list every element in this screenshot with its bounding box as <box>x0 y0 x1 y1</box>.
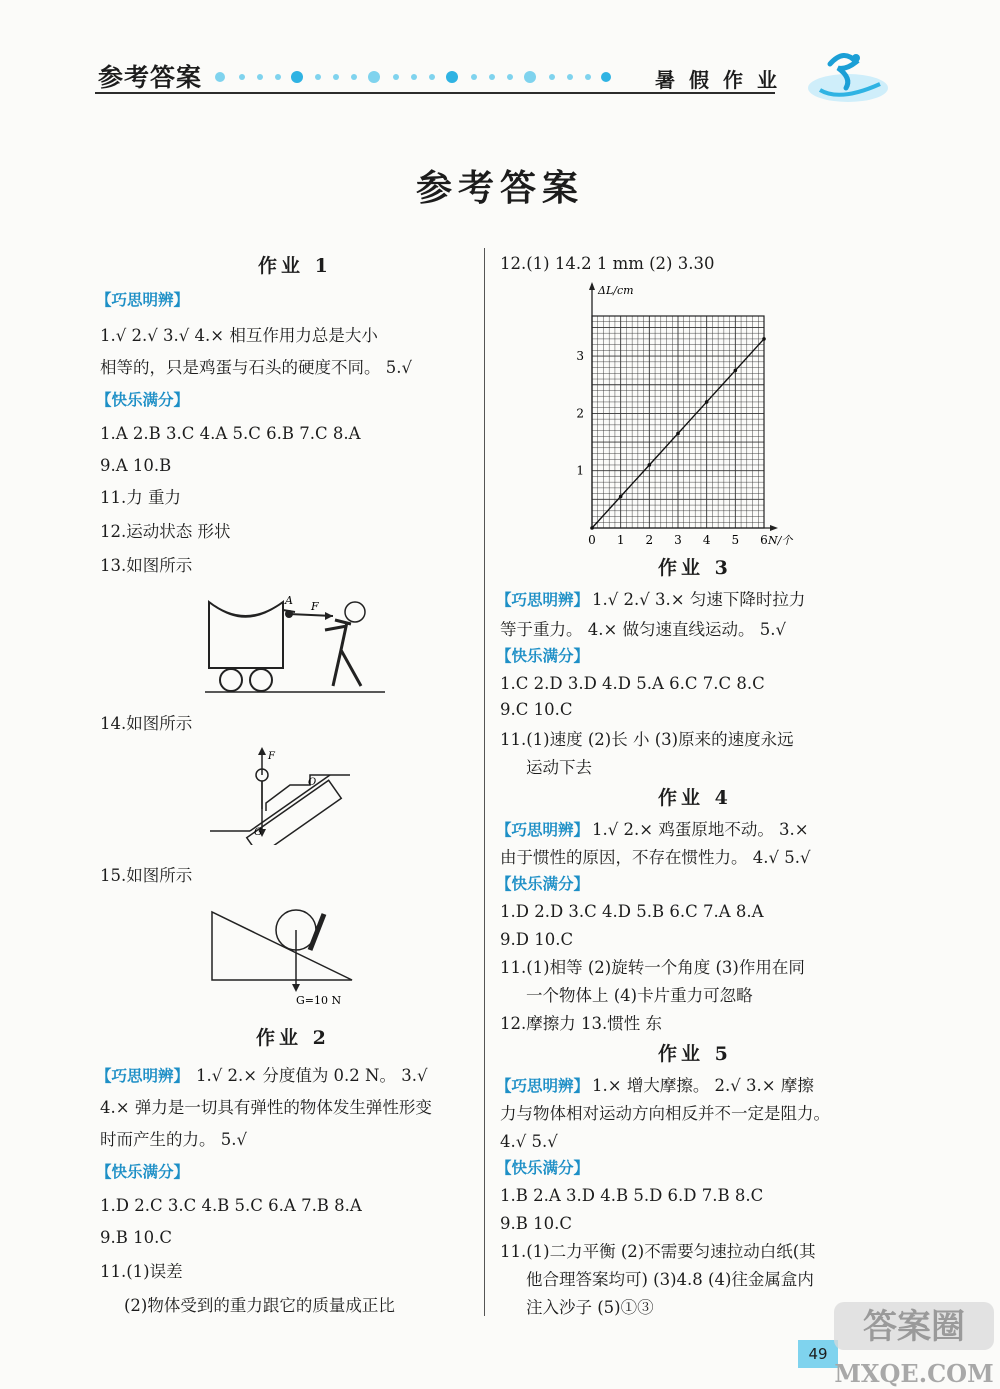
fig13-label-a: A <box>285 594 293 607</box>
tag-qiaosi-5: 【巧思明辨】 <box>496 1077 590 1095</box>
fig14-label-f: F <box>268 751 275 762</box>
answer-line: 13.如图所示 <box>100 556 193 575</box>
chart-x-tick-label: 6 <box>760 533 768 547</box>
answer-line: 相等的，只是鸡蛋与石头的硬度不同。 5.√ <box>100 358 413 377</box>
answer-line: 一个物体上 (4)卡片重力可忽略 <box>526 986 753 1005</box>
tag-kuaile-1: 【快乐满分】 <box>96 391 190 409</box>
answer-line: 由于惯性的原因，不存在惯性力。 4.√ 5.√ <box>500 848 811 867</box>
answer-line: 1.× 增大摩擦。 2.√ 3.× 摩擦 <box>592 1076 814 1095</box>
answer-line: 力与物体相对运动方向相反并不一定是阻力。 <box>500 1104 830 1123</box>
answer-line: 11.(1)速度 (2)长 小 (3)原来的速度永远 <box>500 730 794 749</box>
section-heading-3: 作业 3 <box>658 557 732 579</box>
answer-line: 15.如图所示 <box>100 866 193 885</box>
svg-text:MXQE.COM: MXQE.COM <box>834 1359 994 1388</box>
section-heading-2: 作业 2 <box>256 1027 330 1049</box>
fig14-label-o: O <box>308 777 317 788</box>
chart-point <box>676 432 680 436</box>
answer-line: 11.(1)相等 (2)旋转一个角度 (3)作用在同 <box>500 958 805 977</box>
figure-14-escalator <box>210 745 350 845</box>
answer-line: 1.A 2.B 3.C 4.A 5.C 6.B 7.C 8.A <box>100 424 361 443</box>
tag-qiaosi-2: 【巧思明辨】 <box>96 1067 190 1085</box>
header-dot-row <box>212 68 612 86</box>
header-right-title: 暑假作业 <box>655 68 791 92</box>
chart-x-tick-label: 2 <box>645 533 654 547</box>
header-logo-icon <box>800 44 890 108</box>
figure-13-cart <box>205 590 385 700</box>
page-title: 参考答案 <box>415 167 584 209</box>
column-divider <box>484 248 485 1316</box>
page-number: 49 <box>798 1340 838 1368</box>
section-heading-5: 作业 5 <box>658 1043 732 1065</box>
tag-qiaosi-4: 【巧思明辨】 <box>496 821 590 839</box>
answer-line: 他合理答案均可) (3)4.8 (4)往金属盒内 <box>526 1270 814 1289</box>
chart-x-tick-label: 1 <box>616 533 625 547</box>
chart-x-tick-label: 4 <box>702 533 711 547</box>
chart-x-arrow <box>770 525 778 531</box>
tag-kuaile-5: 【快乐满分】 <box>496 1159 590 1177</box>
watermark-logo <box>828 1300 1000 1389</box>
answer-line: 11.(1)二力平衡 (2)不需要匀速拉动白纸(其 <box>500 1242 816 1261</box>
chart-point <box>648 463 652 467</box>
tag-kuaile-4: 【快乐满分】 <box>496 875 590 893</box>
chart-x-tick-label: 0 <box>588 533 596 547</box>
answer-line: 时而产生的力。 5.√ <box>100 1130 248 1149</box>
svg-text:答案圈: 答案圈 <box>863 1307 965 1347</box>
chart-grid <box>592 316 764 528</box>
chart-y-tick-label: 1 <box>576 463 584 478</box>
answer-line: 12.(1) 14.2 1 mm (2) 3.30 <box>500 254 715 273</box>
chart-ylabel: ΔL/cm <box>598 284 634 297</box>
answer-line: 注入沙子 (5)①③ <box>526 1298 654 1317</box>
tag-kuaile-2: 【快乐满分】 <box>96 1163 190 1181</box>
chart-x-tick-label: 5 <box>731 533 740 547</box>
chart-x-tick-label: 3 <box>674 533 682 547</box>
answer-line: 1.√ 2.√ 3.× 匀速下降时拉力 <box>592 590 806 609</box>
chart-point <box>734 369 738 373</box>
answer-line: 4.× 弹力是一切具有弹性的物体发生弹性形变 <box>100 1098 432 1117</box>
answer-line: 9.A 10.B <box>100 456 172 475</box>
tag-kuaile-3: 【快乐满分】 <box>496 647 590 665</box>
answer-line: 9.B 10.C <box>500 1214 572 1233</box>
chart-y-arrow <box>589 282 595 290</box>
chart-point <box>590 526 594 530</box>
chart-y-tick-label: 2 <box>576 406 584 421</box>
answer-line: 1.C 2.D 3.D 4.D 5.A 6.C 7.C 8.C <box>500 674 765 693</box>
answer-line: 1.D 2.C 3.C 4.B 5.C 6.A 7.B 8.A <box>100 1196 362 1215</box>
delta-l-vs-n-chart <box>570 280 800 550</box>
answer-line: 9.D 10.C <box>500 930 574 949</box>
answer-line: 11.力 重力 <box>100 488 181 507</box>
answer-line: 12.摩擦力 13.惯性 东 <box>500 1014 662 1033</box>
chart-point <box>619 495 623 499</box>
tag-qiaosi-1: 【巧思明辨】 <box>96 291 190 309</box>
answer-line: 1.√ 2.√ 3.√ 4.× 相互作用力总是大小 <box>100 326 378 345</box>
header-left-title: 参考答案 <box>98 63 203 92</box>
chart-y-tick-label: 3 <box>576 349 584 364</box>
answer-line: 1.B 2.A 3.D 4.B 5.D 6.D 7.B 8.C <box>500 1186 764 1205</box>
answer-line: 9.B 10.C <box>100 1228 172 1247</box>
fig15-label-g: G=10 N <box>296 994 342 1007</box>
answer-line: 9.C 10.C <box>500 700 573 719</box>
fig14-label-g: G <box>254 827 262 838</box>
answer-line: 等于重力。 4.× 做匀速直线运动。 5.√ <box>500 620 787 639</box>
section-heading-4: 作业 4 <box>658 787 732 809</box>
header-rule <box>95 92 775 94</box>
section-heading-1: 作业 1 <box>258 255 332 277</box>
answer-line: 1.D 2.D 3.C 4.D 5.B 6.C 7.A 8.A <box>500 902 764 921</box>
answer-line: 运动下去 <box>526 758 592 777</box>
answer-line: 1.√ 2.× 鸡蛋原地不动。 3.× <box>592 820 809 839</box>
chart-point <box>762 337 766 341</box>
answer-line: 1.√ 2.× 分度值为 0.2 N。 3.√ <box>196 1066 428 1085</box>
tag-qiaosi-3: 【巧思明辨】 <box>496 591 590 609</box>
fig13-label-f: F <box>311 600 319 613</box>
answer-line: 11.(1)误差 <box>100 1262 183 1281</box>
answer-line: 4.√ 5.√ <box>500 1132 558 1151</box>
page-header <box>0 0 1000 120</box>
answer-line: (2)物体受到的重力跟它的质量成正比 <box>124 1296 395 1315</box>
figure-15-ball-incline <box>210 900 360 1008</box>
answer-line: 12.运动状态 形状 <box>100 522 231 541</box>
answer-line: 14.如图所示 <box>100 714 193 733</box>
chart-point <box>705 400 709 404</box>
chart-xlabel: N/个 <box>768 534 793 547</box>
